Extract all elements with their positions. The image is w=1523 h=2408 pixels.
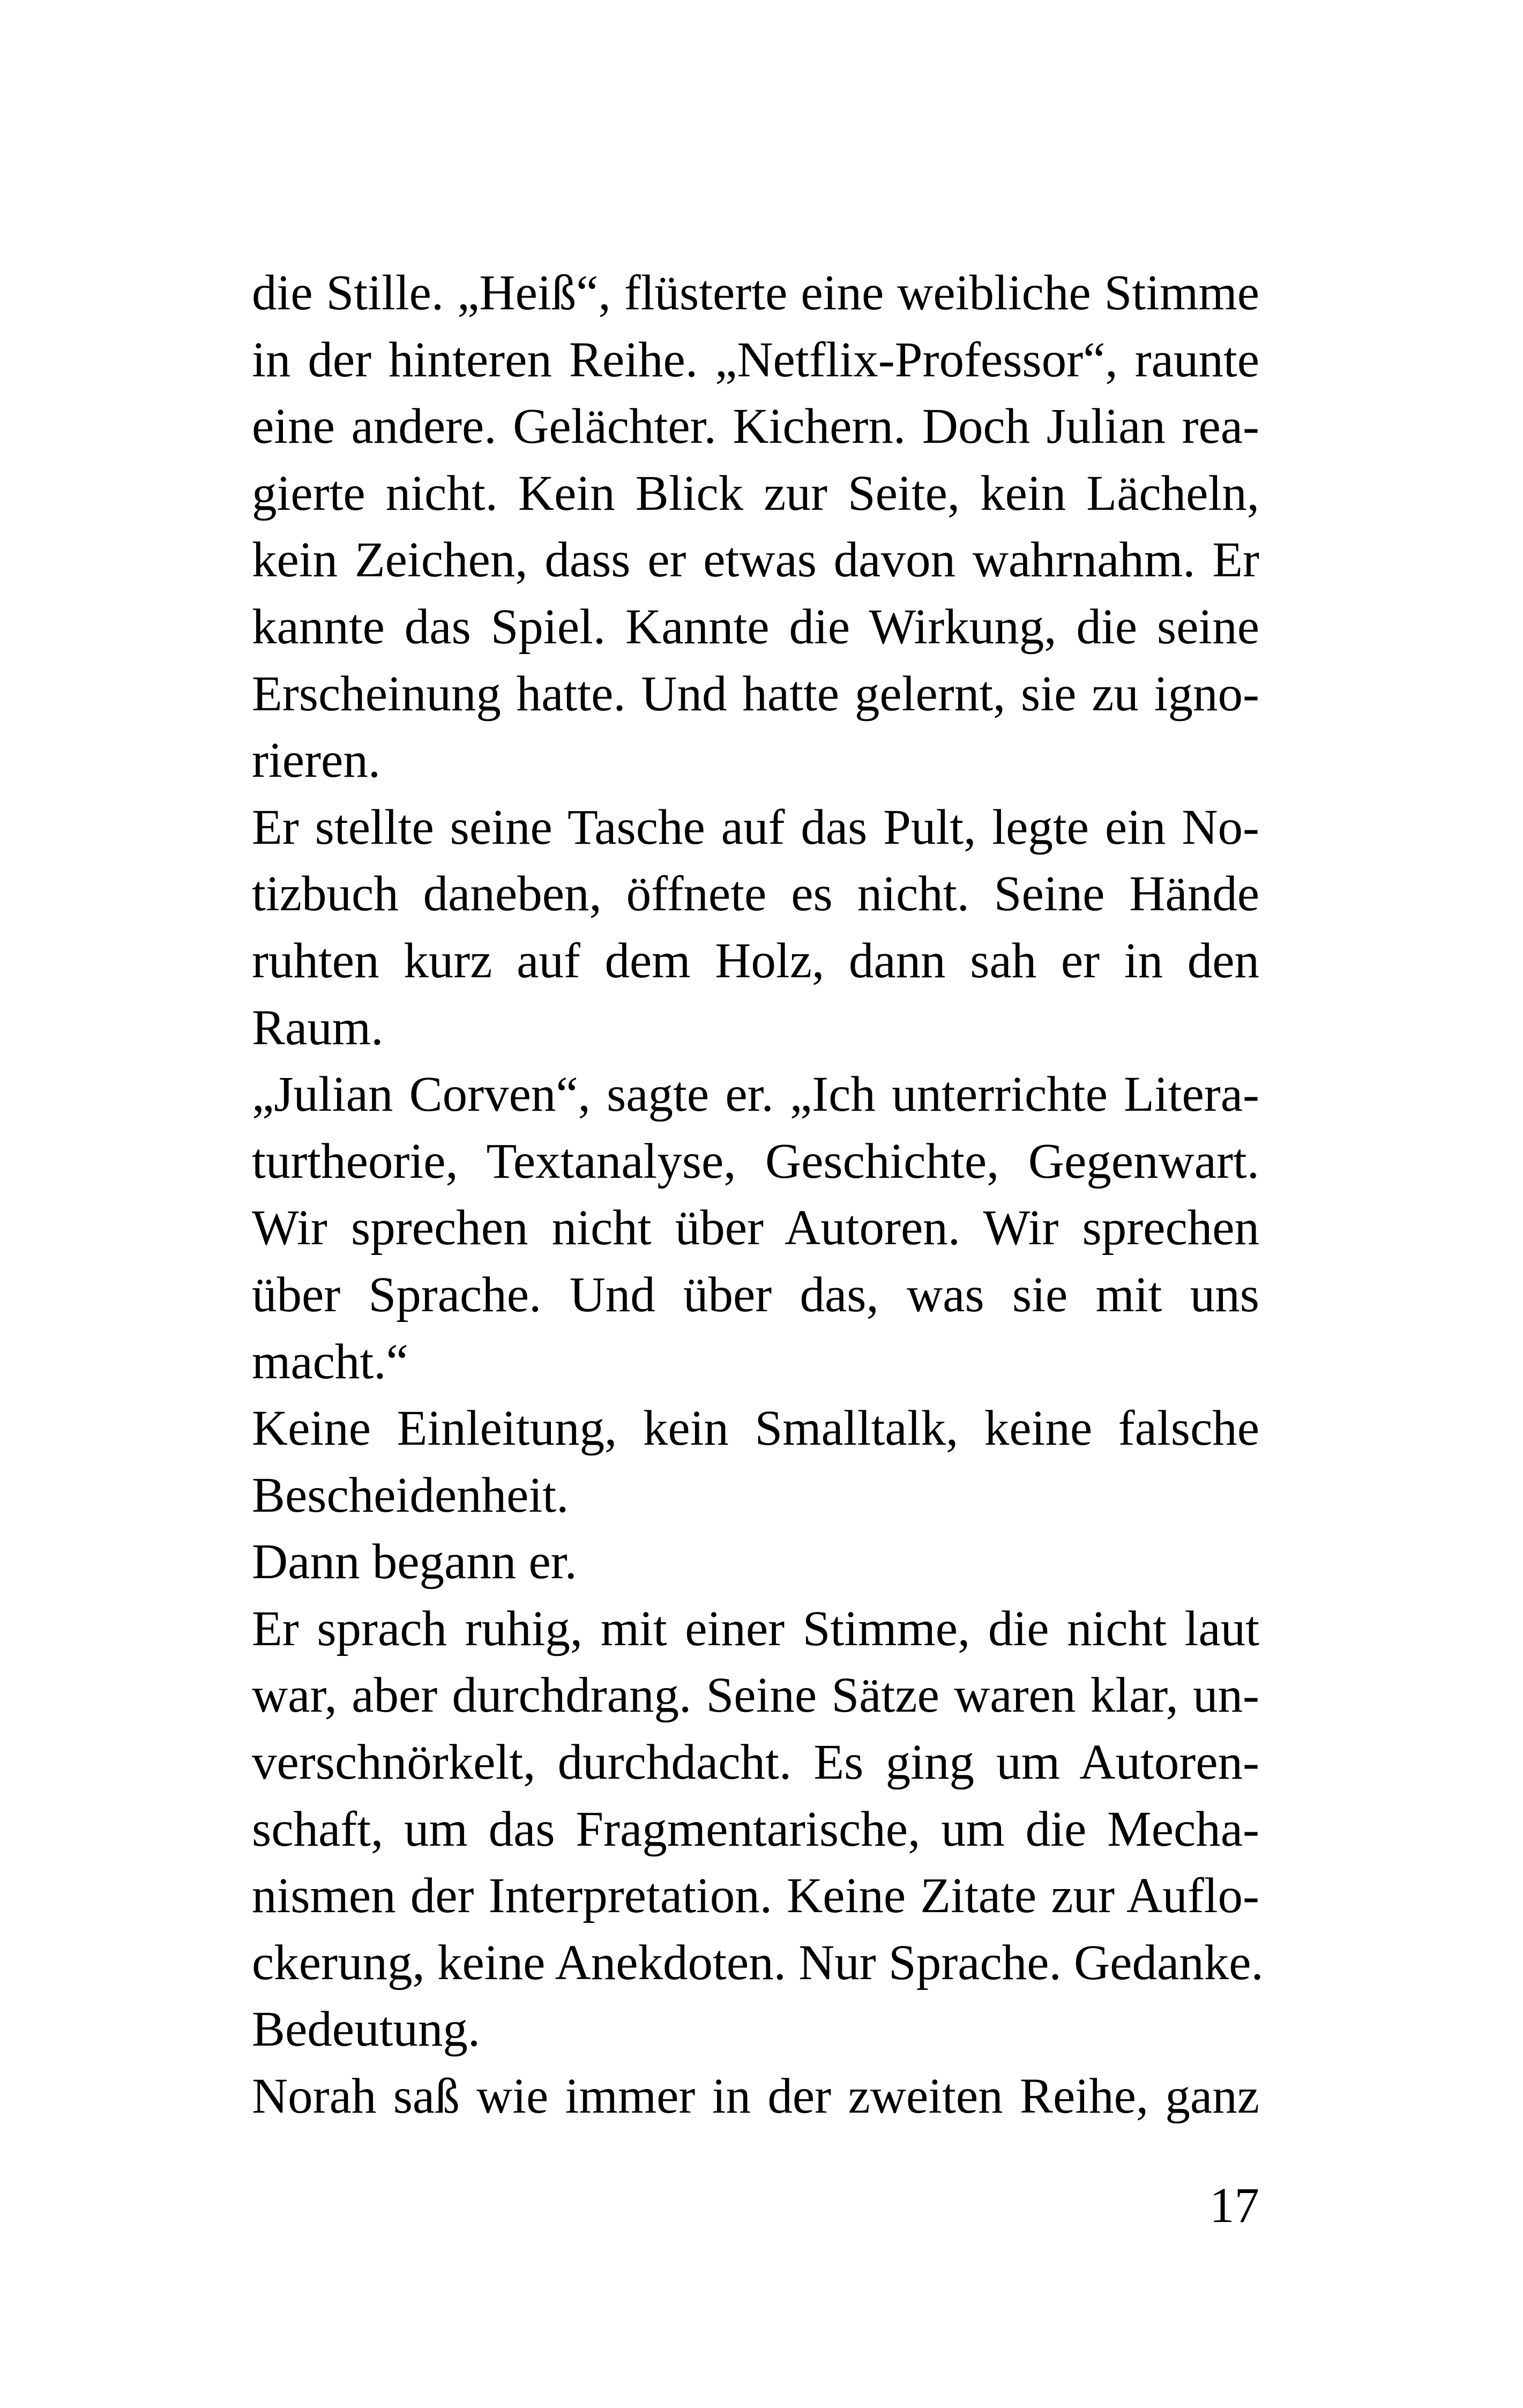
text-line: über Sprache. Und über das, was sie mit uns [252, 1267, 1259, 1322]
text-line: kein Zeichen, dass er etwas davon wahrnahm. Er [252, 532, 1259, 588]
text-line: Bedeutung. [252, 2002, 481, 2057]
text-line: eine andere. Gelächter. Kichern. Doch Julian rea- [252, 399, 1259, 455]
text-line: Er sprach ruhig, mit einer Stimme, die nicht laut [252, 1601, 1259, 1656]
text-line: verschnörkelt, durchdacht. Es ging um Autoren- [252, 1735, 1259, 1790]
text-line: tizbuch daneben, öffnete es nicht. Seine Hände [252, 866, 1259, 922]
text-line: Wir sprechen nicht über Autoren. Wir sprechen [252, 1200, 1259, 1256]
text-line: macht.“ [252, 1334, 408, 1389]
text-line: „Julian Corven“, sagte er. „Ich unterrichte Litera- [252, 1067, 1259, 1123]
text-line: Dann begann er. [252, 1534, 577, 1590]
text-line: gierte nicht. Kein Blick zur Seite, kein Lächeln, [252, 465, 1259, 521]
text-line: die Stille. „Heiß“, flüsterte eine weibliche Stimme [252, 265, 1259, 321]
text-line: ckerung, keine Anekdoten. Nur Sprache. Gedanke. [252, 1935, 1264, 1990]
text-line: turtheorie, Textanalyse, Geschichte, Gegenwart. [252, 1133, 1259, 1189]
text-line: kannte das Spiel. Kannte die Wirkung, die seine [252, 599, 1259, 655]
text-line: Keine Einleitung, kein Smalltalk, keine falsche [252, 1401, 1259, 1456]
text-line: ruhten kurz auf dem Holz, dann sah er in den [252, 933, 1259, 989]
text-line: schaft, um das Fragmentarische, um die Mecha- [252, 1801, 1259, 1857]
text-line: Norah saß wie immer in der zweiten Reihe, ganz [252, 2069, 1259, 2124]
text-line: Bescheidenheit. [252, 1467, 569, 1523]
page-number: 17 [1210, 2178, 1259, 2233]
text-line: Erscheinung hatte. Und hatte gelernt, sie zu igno- [252, 666, 1259, 722]
text-line: Raum. [252, 1000, 384, 1056]
text-line: nismen der Interpretation. Keine Zitate zur Auflo- [252, 1868, 1259, 1924]
text-line: war, aber durchdrang. Seine Sätze waren klar, un- [252, 1668, 1259, 1723]
body-text [252, 260, 1264, 2130]
text-line: in der hinteren Reihe. „Netflix-Professor“, raunte [252, 332, 1259, 388]
text-line: rieren. [252, 733, 381, 789]
text-line: Er stellte seine Tasche auf das Pult, legte ein No- [252, 799, 1259, 855]
